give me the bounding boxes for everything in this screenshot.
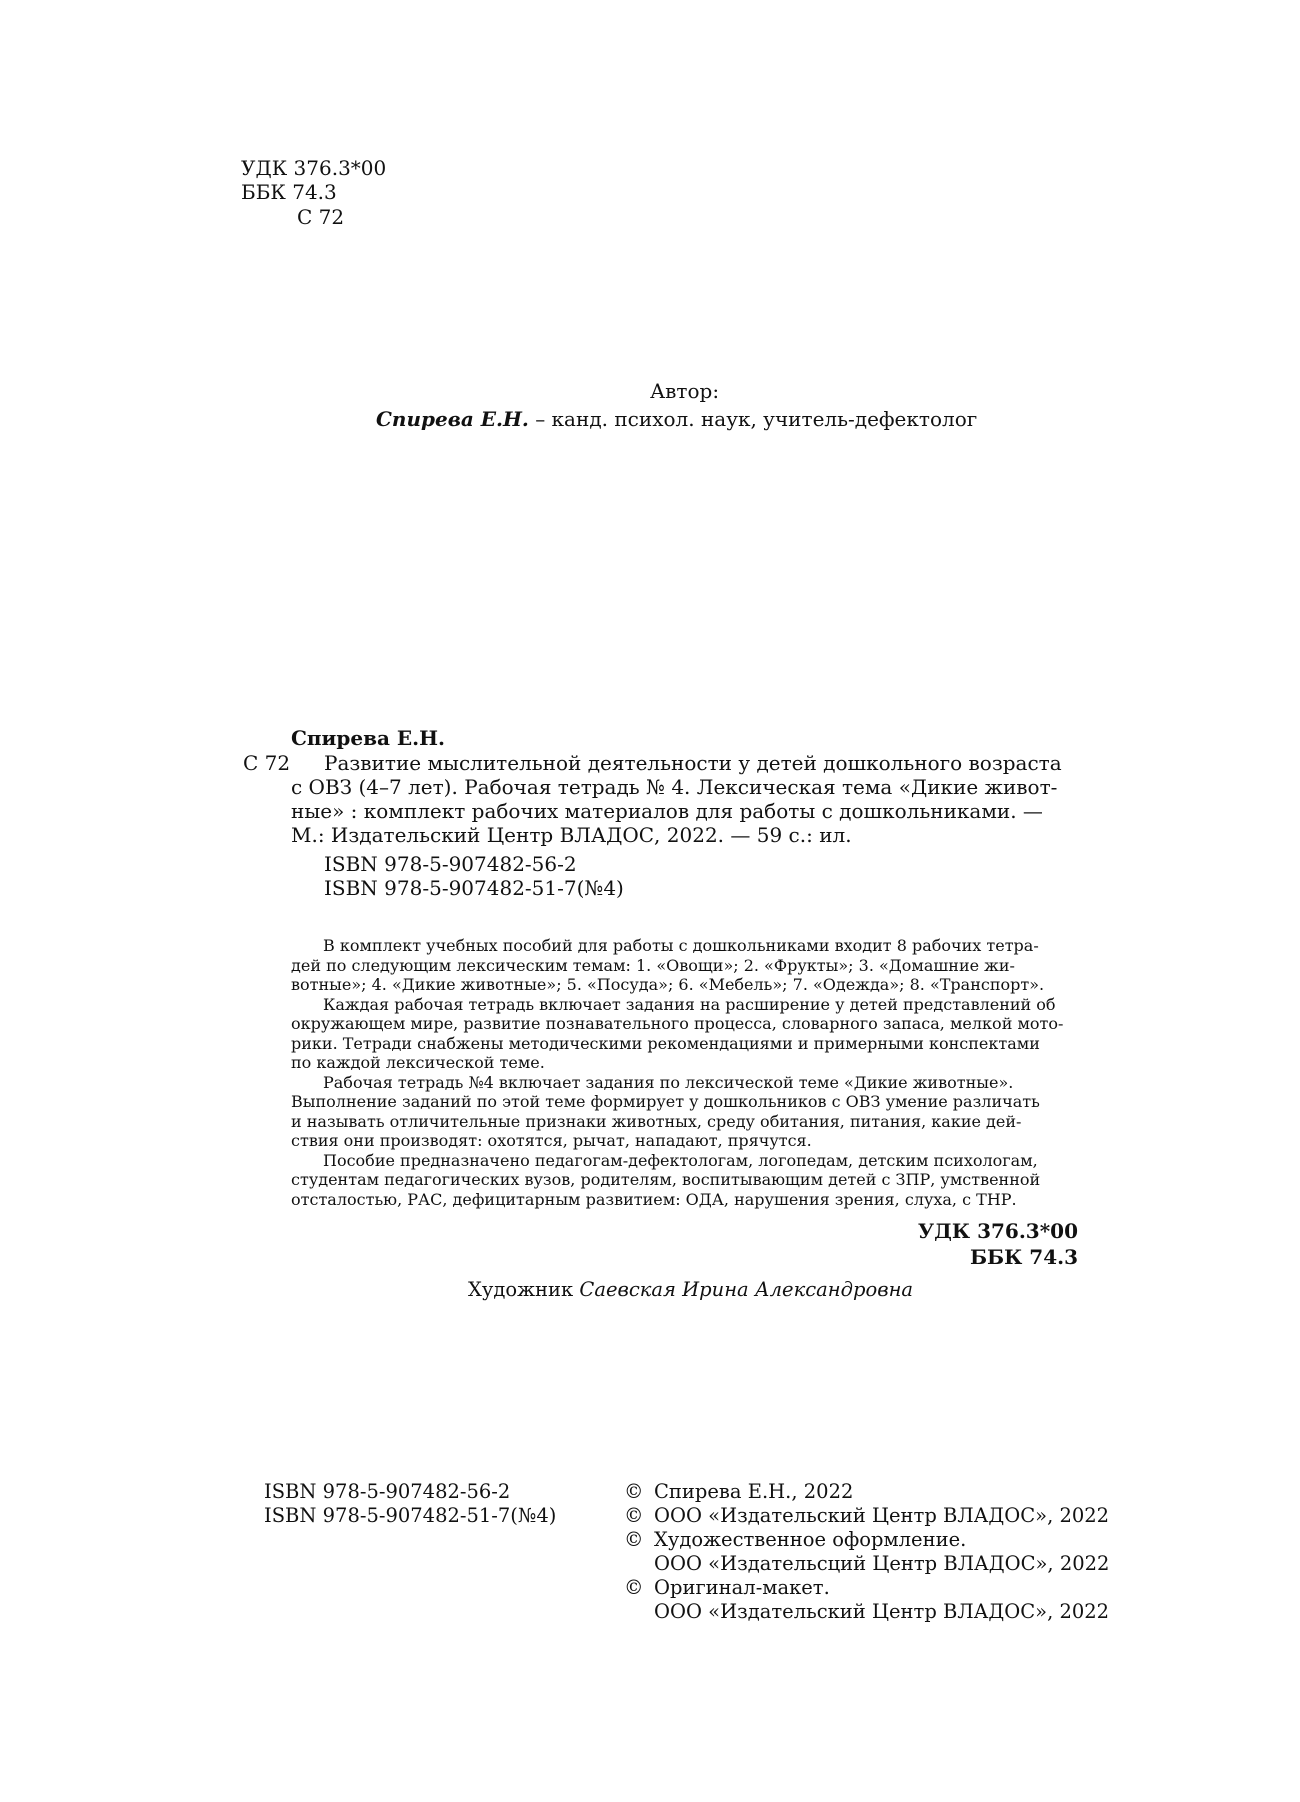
annotation-line: Рабочая тетрадь №4 включает задания по лексической теме «Дикие животные». bbox=[323, 1072, 1014, 1092]
annotation-line: отсталостью, РАС, дефицитарным развитием: ОДА, нарушения зрения, слуха, с ТНР. bbox=[291, 1189, 1017, 1209]
top-udk: УДК 376.3*00 bbox=[241, 156, 387, 180]
copyright-line-5: Оригинал-макет. bbox=[654, 1576, 830, 1599]
annotation-line: Пособие предназначено педагогам-дефектологам, логопедам, детским психологам, bbox=[323, 1150, 1038, 1170]
annotation-line: окружающем мире, развитие познавательного процесса, словарного запаса, мелкой мото- bbox=[291, 1014, 1064, 1033]
author-line bbox=[376, 407, 977, 431]
annotation bbox=[291, 936, 1078, 1209]
record-author: Спирева Е.Н. bbox=[291, 726, 445, 750]
annotation-line: Каждая рабочая тетрадь включает задания на расширение у детей представлений об bbox=[323, 994, 1056, 1014]
copyright-line-2: ООО «Издательский Центр ВЛАДОС», 2022 bbox=[654, 1504, 1110, 1527]
annotation-line: Выполнение заданий по этой теме формирует у дошкольников с ОВЗ умение различать bbox=[291, 1092, 1040, 1111]
record-isbn-2: ISBN 978-5-907482-51-7(№4) bbox=[324, 876, 624, 900]
copyright-symbol-2: © bbox=[624, 1504, 644, 1527]
annotation-line: дей по следующим лексическим темам: 1. «Овощи»; 2. «Фрукты»; 3. «Домашние жи- bbox=[291, 955, 1015, 975]
record-line-2: с ОВЗ (4–7 лет). Рабочая тетрадь № 4. Лексическая тема «Дикие живот- bbox=[291, 775, 1058, 799]
annotation-line: вотные»; 4. «Дикие животные»; 5. «Посуда»; 6. «Мебель»; 7. «Одежда»; 8. «Транспорт». bbox=[291, 975, 1045, 994]
bottom-bbk: ББК 74.3 bbox=[969, 1245, 1078, 1269]
copyright-symbol-1: © bbox=[624, 1480, 644, 1503]
record-isbn-1: ISBN 978-5-907482-56-2 bbox=[324, 852, 577, 876]
bottom-udk: УДК 376.3*00 bbox=[917, 1219, 1078, 1243]
author-name: Спирева Е.Н. bbox=[376, 407, 529, 431]
author-description: – канд. психол. наук, учитель-дефектолог bbox=[528, 407, 978, 431]
annotation-line: студентам педагогических вузов, родителям, воспитывающим детей с ЗПР, умственной bbox=[291, 1170, 1041, 1189]
top-author-mark: С 72 bbox=[297, 205, 345, 229]
annotation-line: по каждой лексической теме. bbox=[291, 1053, 545, 1072]
record-line-1: Развитие мыслительной деятельности у детей дошкольного возраста bbox=[324, 751, 1062, 775]
footer-isbn-1: ISBN 978-5-907482-56-2 bbox=[264, 1480, 511, 1503]
author-heading: Автор: bbox=[650, 379, 720, 403]
copyright-symbol-4: © bbox=[624, 1576, 644, 1599]
footer-isbn-2: ISBN 978-5-907482-51-7(№4) bbox=[264, 1504, 557, 1527]
top-bbk: ББК 74.3 bbox=[241, 180, 337, 204]
annotation-line: ствия они производят: охотятся, рычат, нападают, прячутся. bbox=[291, 1131, 812, 1150]
record-line-3: ные» : комплект рабочих материалов для работы с дошкольниками. — bbox=[291, 799, 1043, 823]
copyright-line-3: Художественное оформление. bbox=[654, 1528, 967, 1551]
copyright-symbol-3: © bbox=[624, 1528, 644, 1551]
artist-label: Художник bbox=[468, 1278, 580, 1301]
copyright-line-1: Спирева Е.Н., 2022 bbox=[654, 1480, 854, 1503]
annotation-line: рики. Тетради снабжены методическими рекомендациями и примерными конспектами bbox=[291, 1033, 1040, 1053]
artist-line bbox=[468, 1278, 913, 1302]
annotation-line: В комплект учебных пособий для работы с дошкольниками входит 8 рабочих тетра- bbox=[323, 936, 1039, 955]
copyright-line-6: ООО «Издательский Центр ВЛАДОС», 2022 bbox=[654, 1600, 1110, 1623]
annotation-line: и называть отличительные признаки животных, среду обитания, питания, какие дей- bbox=[291, 1111, 1022, 1131]
record-author-mark: С 72 bbox=[243, 751, 291, 775]
record-line-4: М.: Издательский Центр ВЛАДОС, 2022. — 59 с.: ил. bbox=[291, 823, 852, 847]
artist-name: Саевская Ирина Александровна bbox=[579, 1278, 914, 1301]
copyright-line-4: ООО «Издательсций Центр ВЛАДОС», 2022 bbox=[654, 1552, 1110, 1575]
